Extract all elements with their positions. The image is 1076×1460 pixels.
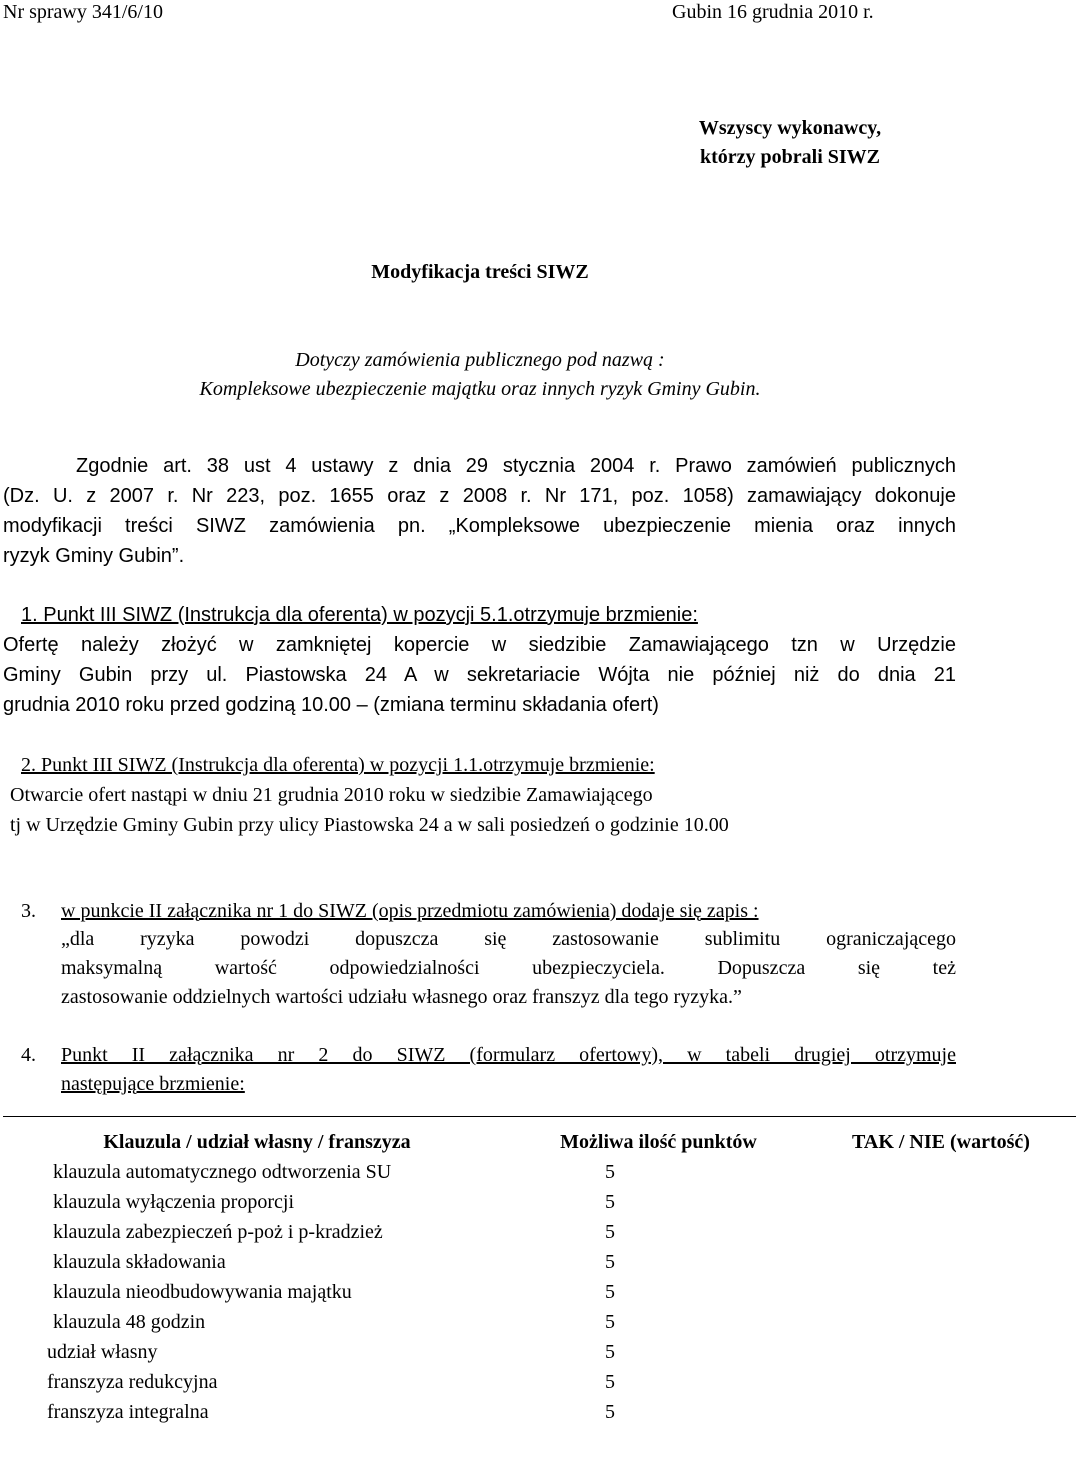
clause-name: klauzula 48 godzin xyxy=(53,1311,206,1333)
item-3-line-3: zastosowanie oddzielnych wartości udziału własnego oraz franszyz dla tego ryzyka.” xyxy=(61,986,742,1008)
clause-name: klauzula składowania xyxy=(53,1251,226,1273)
clause-name: franszyza redukcyjna xyxy=(47,1371,218,1393)
clause-points: 5 xyxy=(605,1191,615,1213)
clause-answer xyxy=(806,1247,1076,1277)
item-1-heading-text: 1. Punkt III SIWZ (Instrukcja dla oferenta) w pozycji 5.1.otrzymuje brzmienie: xyxy=(21,604,698,626)
intro-line-3: modyfikacji treści SIWZ zamówienia pn. „Kompleksowe ubezpieczenie mienia oraz innych xyxy=(3,515,956,537)
item-3-heading: w punkcie II załącznika nr 1 do SIWZ (opis przedmiotu zamówienia) dodaje się zapis : xyxy=(61,900,759,922)
clause-points: 5 xyxy=(605,1221,615,1243)
clause-name: franszyza integralna xyxy=(47,1401,209,1423)
clause-answer xyxy=(806,1367,1076,1397)
table-row xyxy=(3,1187,1076,1217)
clause-answer xyxy=(806,1157,1076,1187)
clause-name: klauzula wyłączenia proporcji xyxy=(53,1191,294,1213)
clause-points: 5 xyxy=(605,1311,615,1333)
table-row xyxy=(3,1397,1076,1427)
clause-points: 5 xyxy=(605,1401,615,1423)
table-row xyxy=(3,1367,1076,1397)
item-2-heading-text: 2. Punkt III SIWZ (Instrukcja dla oferenta) w pozycji 1.1.otrzymuje brzmienie: xyxy=(21,754,655,776)
table-header-points: Możliwa ilość punktów xyxy=(560,1131,757,1153)
clause-points: 5 xyxy=(605,1341,615,1363)
item-2-line-1: Otwarcie ofert nastąpi w dniu 21 grudnia 2010 roku w siedzibie Zamawiającego xyxy=(10,784,653,806)
clauses-table xyxy=(3,1116,1076,1427)
place-date: Gubin 16 grudnia 2010 r. xyxy=(672,1,874,23)
table-header-row xyxy=(3,1117,1076,1158)
table-row xyxy=(3,1277,1076,1307)
addressee-line-2: którzy pobrali SIWZ xyxy=(699,146,881,168)
clause-name: klauzula automatycznego odtworzenia SU xyxy=(53,1161,392,1183)
table-row xyxy=(3,1337,1076,1367)
addressee-line-1: Wszyscy wykonawcy, xyxy=(698,117,882,139)
clause-points: 5 xyxy=(605,1371,615,1393)
table-row xyxy=(3,1247,1076,1277)
item-4-number: 4. xyxy=(21,1044,36,1066)
item-2-heading xyxy=(21,752,655,778)
clause-answer xyxy=(806,1187,1076,1217)
table-row xyxy=(3,1157,1076,1187)
item-2-line-2: tj w Urzędzie Gminy Gubin przy ulicy Piastowska 24 a w sali posiedzeń o godzinie 10.00 xyxy=(10,814,729,836)
table-row xyxy=(3,1307,1076,1337)
table-header-yes-no: TAK / NIE (wartość) xyxy=(852,1131,1030,1153)
item-4-heading-line-2: następujące brzmienie: xyxy=(61,1073,245,1095)
item-4-heading-line-1: Punkt II załącznika nr 2 do SIWZ (formularz ofertowy), w tabeli drugiej otrzymuje xyxy=(61,1044,956,1066)
subject-line-2: Kompleksowe ubezpieczenie majątku oraz innych ryzyk Gminy Gubin. xyxy=(199,378,761,400)
clause-name: klauzula nieodbudowywania majątku xyxy=(53,1281,352,1303)
clause-name: klauzula zabezpieczeń p-poż i p-kradzież xyxy=(53,1221,383,1243)
clause-points: 5 xyxy=(605,1251,615,1273)
item-3-number: 3. xyxy=(21,900,36,922)
clause-answer xyxy=(806,1337,1076,1367)
clause-points: 5 xyxy=(605,1161,615,1183)
item-3-line-1: „dla ryzyka powodzi dopuszcza się zastosowanie sublimitu ograniczającego xyxy=(61,928,956,950)
clause-answer xyxy=(806,1307,1076,1337)
item-1-line-2: Gminy Gubin przy ul. Piastowska 24 A w sekretariacie Wójta nie później niż do dnia 21 xyxy=(3,664,956,686)
page-title: Modyfikacja treści SIWZ xyxy=(371,261,589,283)
item-1-line-3: grudnia 2010 roku przed godziną 10.00 – (zmiana terminu składania ofert) xyxy=(3,694,659,716)
clause-name: udział własny xyxy=(47,1341,158,1363)
case-number: Nr sprawy 341/6/10 xyxy=(3,1,163,23)
clause-answer xyxy=(806,1277,1076,1307)
clause-points: 5 xyxy=(605,1281,615,1303)
item-1-line-1: Ofertę należy złożyć w zamkniętej kopercie w siedzibie Zamawiającego tzn w Urzędzie xyxy=(3,634,956,656)
item-1-heading xyxy=(21,602,698,628)
item-3-line-2: maksymalną wartość odpowiedzialności ubezpieczyciela. Dopuszcza się też xyxy=(61,957,956,979)
table-header-clause: Klauzula / udział własny / franszyza xyxy=(103,1131,411,1153)
clause-answer xyxy=(806,1217,1076,1247)
intro-line-1: Zgodnie art. 38 ust 4 ustawy z dnia 29 stycznia 2004 r. Prawo zamówień publicznych xyxy=(76,455,956,477)
intro-line-2: (Dz. U. z 2007 r. Nr 223, poz. 1655 oraz z 2008 r. Nr 171, poz. 1058) zamawiający dokonuje xyxy=(3,485,956,507)
intro-line-4: ryzyk Gminy Gubin”. xyxy=(3,545,185,567)
clause-answer xyxy=(806,1397,1076,1427)
table-row xyxy=(3,1217,1076,1247)
subject-line-1: Dotyczy zamówienia publicznego pod nazwą : xyxy=(295,349,665,371)
